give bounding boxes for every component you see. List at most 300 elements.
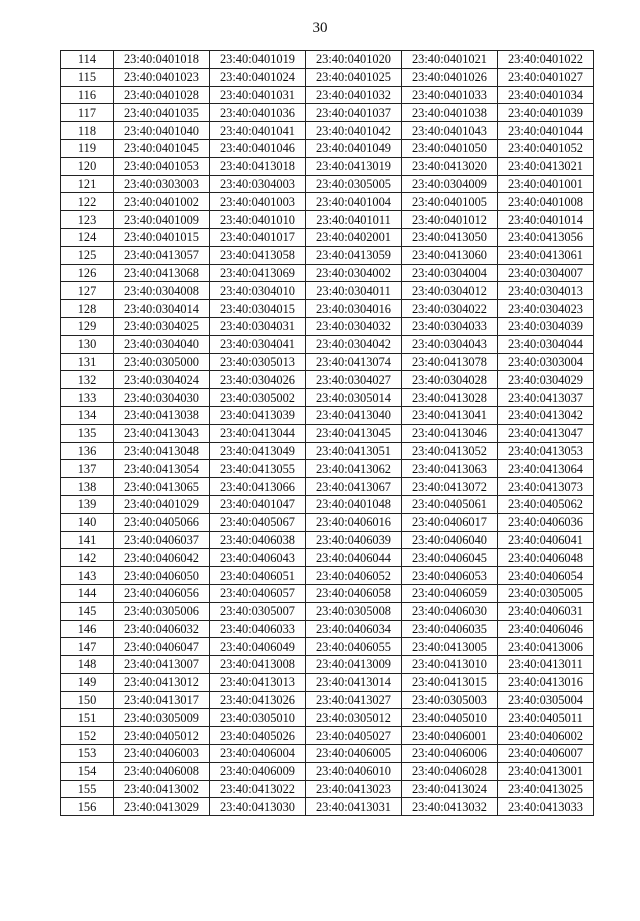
row-number-cell: 141 <box>61 531 114 549</box>
cadastral-code-cell: 23:40:0406006 <box>402 745 498 763</box>
cadastral-code-cell: 23:40:0401023 <box>114 68 210 86</box>
cadastral-code-cell: 23:40:0304024 <box>114 371 210 389</box>
table-row <box>61 762 594 780</box>
cadastral-code-cell: 23:40:0413017 <box>114 691 210 709</box>
table-row <box>61 442 594 460</box>
cadastral-code-cell: 23:40:0413067 <box>306 478 402 496</box>
cadastral-code-cell: 23:40:0401020 <box>306 51 402 69</box>
cadastral-code-cell: 23:40:0401053 <box>114 157 210 175</box>
table-row <box>61 193 594 211</box>
cadastral-code-cell: 23:40:0406017 <box>402 513 498 531</box>
cadastral-code-cell: 23:40:0413026 <box>210 691 306 709</box>
cadastral-code-cell: 23:40:0406057 <box>210 584 306 602</box>
row-number-cell: 154 <box>61 762 114 780</box>
table-row <box>61 353 594 371</box>
cadastral-code-cell: 23:40:0413060 <box>402 246 498 264</box>
cadastral-code-cell: 23:40:0406036 <box>498 513 594 531</box>
table-row <box>61 122 594 140</box>
row-number-cell: 152 <box>61 727 114 745</box>
cadastral-code-cell: 23:40:0406054 <box>498 567 594 585</box>
cadastral-code-cell: 23:40:0405061 <box>402 495 498 513</box>
cadastral-code-cell: 23:40:0413078 <box>402 353 498 371</box>
cadastral-code-cell: 23:40:0304025 <box>114 317 210 335</box>
row-number-cell: 131 <box>61 353 114 371</box>
cadastral-code-cell: 23:40:0401012 <box>402 211 498 229</box>
cadastral-code-cell: 23:40:0304028 <box>402 371 498 389</box>
row-number-cell: 133 <box>61 389 114 407</box>
row-number-cell: 126 <box>61 264 114 282</box>
cadastral-code-cell: 23:40:0413051 <box>306 442 402 460</box>
cadastral-code-cell: 23:40:0413018 <box>210 157 306 175</box>
cadastral-code-cell: 23:40:0305002 <box>210 389 306 407</box>
cadastral-code-cell: 23:40:0406004 <box>210 745 306 763</box>
table-row <box>61 211 594 229</box>
row-number-cell: 123 <box>61 211 114 229</box>
cadastral-code-cell: 23:40:0401038 <box>402 104 498 122</box>
cadastral-code-cell: 23:40:0413019 <box>306 157 402 175</box>
cadastral-code-cell: 23:40:0401009 <box>114 211 210 229</box>
cadastral-code-cell: 23:40:0413010 <box>402 656 498 674</box>
cadastral-code-cell: 23:40:0413040 <box>306 406 402 424</box>
cadastral-code-cell: 23:40:0401021 <box>402 51 498 69</box>
cadastral-code-cell: 23:40:0401040 <box>114 122 210 140</box>
cadastral-code-cell: 23:40:0305012 <box>306 709 402 727</box>
row-number-cell: 147 <box>61 638 114 656</box>
cadastral-code-cell: 23:40:0413025 <box>498 780 594 798</box>
table-row <box>61 335 594 353</box>
cadastral-code-cell: 23:40:0413013 <box>210 673 306 691</box>
cadastral-code-cell: 23:40:0401049 <box>306 139 402 157</box>
row-number-cell: 134 <box>61 406 114 424</box>
cadastral-code-cell: 23:40:0304030 <box>114 389 210 407</box>
row-number-cell: 119 <box>61 139 114 157</box>
row-number-cell: 138 <box>61 478 114 496</box>
cadastral-code-cell: 23:40:0304023 <box>498 300 594 318</box>
table-row <box>61 478 594 496</box>
cadastral-code-cell: 23:40:0401004 <box>306 193 402 211</box>
cadastral-code-cell: 23:40:0401024 <box>210 68 306 86</box>
cadastral-code-cell: 23:40:0401050 <box>402 139 498 157</box>
cadastral-code-cell: 23:40:0304031 <box>210 317 306 335</box>
cadastral-code-cell: 23:40:0304044 <box>498 335 594 353</box>
cadastral-code-cell: 23:40:0413021 <box>498 157 594 175</box>
cadastral-code-cell: 23:40:0413054 <box>114 460 210 478</box>
cadastral-code-cell: 23:40:0305008 <box>306 602 402 620</box>
table-row <box>61 531 594 549</box>
cadastral-code-cell: 23:40:0304027 <box>306 371 402 389</box>
cadastral-code-cell: 23:40:0406030 <box>402 602 498 620</box>
table-row <box>61 567 594 585</box>
row-number-cell: 148 <box>61 656 114 674</box>
cadastral-code-cell: 23:40:0305014 <box>306 389 402 407</box>
cadastral-code-cell: 23:40:0303003 <box>114 175 210 193</box>
cadastral-code-cell: 23:40:0413029 <box>114 798 210 816</box>
cadastral-code-cell: 23:40:0401052 <box>498 139 594 157</box>
cadastral-code-cell: 23:40:0401043 <box>402 122 498 140</box>
cadastral-code-cell: 23:40:0406005 <box>306 745 402 763</box>
cadastral-code-cell: 23:40:0401005 <box>402 193 498 211</box>
row-number-cell: 139 <box>61 495 114 513</box>
cadastral-code-cell: 23:40:0405011 <box>498 709 594 727</box>
cadastral-code-cell: 23:40:0406034 <box>306 620 402 638</box>
table-row <box>61 68 594 86</box>
cadastral-code-cell: 23:40:0405062 <box>498 495 594 513</box>
cadastral-code-cell: 23:40:0406035 <box>402 620 498 638</box>
table-row <box>61 371 594 389</box>
cadastral-code-cell: 23:40:0406046 <box>498 620 594 638</box>
cadastral-code-cell: 23:40:0413061 <box>498 246 594 264</box>
cadastral-code-cell: 23:40:0303004 <box>498 353 594 371</box>
cadastral-code-cell: 23:40:0305006 <box>114 602 210 620</box>
table-row <box>61 282 594 300</box>
row-number-cell: 151 <box>61 709 114 727</box>
table-row <box>61 51 594 69</box>
cadastral-code-cell: 23:40:0401001 <box>498 175 594 193</box>
cadastral-code-cell: 23:40:0406041 <box>498 531 594 549</box>
table-row <box>61 228 594 246</box>
cadastral-code-cell: 23:40:0401046 <box>210 139 306 157</box>
cadastral-code-cell: 23:40:0413014 <box>306 673 402 691</box>
cadastral-code-cell: 23:40:0401018 <box>114 51 210 69</box>
cadastral-code-cell: 23:40:0401014 <box>498 211 594 229</box>
row-number-cell: 125 <box>61 246 114 264</box>
row-number-cell: 135 <box>61 424 114 442</box>
row-number-cell: 121 <box>61 175 114 193</box>
cadastral-code-cell: 23:40:0401039 <box>498 104 594 122</box>
cadastral-code-cell: 23:40:0401010 <box>210 211 306 229</box>
row-number-cell: 117 <box>61 104 114 122</box>
cadastral-code-cell: 23:40:0305013 <box>210 353 306 371</box>
cadastral-code-cell: 23:40:0401048 <box>306 495 402 513</box>
row-number-cell: 155 <box>61 780 114 798</box>
cadastral-code-cell: 23:40:0406003 <box>114 745 210 763</box>
row-number-cell: 114 <box>61 51 114 69</box>
cadastral-code-cell: 23:40:0401028 <box>114 86 210 104</box>
cadastral-code-cell: 23:40:0401044 <box>498 122 594 140</box>
row-number-cell: 149 <box>61 673 114 691</box>
cadastral-code-cell: 23:40:0413011 <box>498 656 594 674</box>
cadastral-code-cell: 23:40:0401047 <box>210 495 306 513</box>
cadastral-code-cell: 23:40:0413031 <box>306 798 402 816</box>
cadastral-code-cell: 23:40:0305005 <box>498 584 594 602</box>
cadastral-code-cell: 23:40:0413009 <box>306 656 402 674</box>
table-body <box>61 51 594 816</box>
cadastral-code-cell: 23:40:0406032 <box>114 620 210 638</box>
table-row <box>61 246 594 264</box>
cadastral-code-cell: 23:40:0413030 <box>210 798 306 816</box>
cadastral-code-cell: 23:40:0304042 <box>306 335 402 353</box>
cadastral-code-cell: 23:40:0413068 <box>114 264 210 282</box>
cadastral-code-cell: 23:40:0304040 <box>114 335 210 353</box>
row-number-cell: 130 <box>61 335 114 353</box>
cadastral-code-cell: 23:40:0406010 <box>306 762 402 780</box>
cadastral-code-cell: 23:40:0406053 <box>402 567 498 585</box>
cadastral-code-cell: 23:40:0406059 <box>402 584 498 602</box>
cadastral-code-cell: 23:40:0406056 <box>114 584 210 602</box>
cadastral-code-cell: 23:40:0401025 <box>306 68 402 86</box>
cadastral-code-cell: 23:40:0406002 <box>498 727 594 745</box>
cadastral-code-cell: 23:40:0304002 <box>306 264 402 282</box>
cadastral-code-cell: 23:40:0401042 <box>306 122 402 140</box>
cadastral-code-cell: 23:40:0401041 <box>210 122 306 140</box>
cadastral-code-cell: 23:40:0401008 <box>498 193 594 211</box>
cadastral-code-cell: 23:40:0413069 <box>210 264 306 282</box>
cadastral-code-cell: 23:40:0405066 <box>114 513 210 531</box>
table-row <box>61 104 594 122</box>
row-number-cell: 145 <box>61 602 114 620</box>
table-row <box>61 175 594 193</box>
row-number-cell: 136 <box>61 442 114 460</box>
cadastral-code-cell: 23:40:0413048 <box>114 442 210 460</box>
cadastral-code-cell: 23:40:0401035 <box>114 104 210 122</box>
cadastral-code-cell: 23:40:0413038 <box>114 406 210 424</box>
cadastral-code-cell: 23:40:0304016 <box>306 300 402 318</box>
cadastral-code-cell: 23:40:0405026 <box>210 727 306 745</box>
cadastral-code-cell: 23:40:0305009 <box>114 709 210 727</box>
table-row <box>61 745 594 763</box>
cadastral-code-cell: 23:40:0413006 <box>498 638 594 656</box>
cadastral-code-cell: 23:40:0406058 <box>306 584 402 602</box>
cadastral-code-cell: 23:40:0413008 <box>210 656 306 674</box>
row-number-cell: 120 <box>61 157 114 175</box>
cadastral-code-cell: 23:40:0304014 <box>114 300 210 318</box>
row-number-cell: 128 <box>61 300 114 318</box>
cadastral-code-cell: 23:40:0413032 <box>402 798 498 816</box>
cadastral-code-cell: 23:40:0413001 <box>498 762 594 780</box>
cadastral-code-cell: 23:40:0413053 <box>498 442 594 460</box>
cadastral-code-cell: 23:40:0413045 <box>306 424 402 442</box>
cadastral-code-cell: 23:40:0413072 <box>402 478 498 496</box>
cadastral-code-cell: 23:40:0401036 <box>210 104 306 122</box>
cadastral-code-cell: 23:40:0413020 <box>402 157 498 175</box>
cadastral-code-cell: 23:40:0401027 <box>498 68 594 86</box>
row-number-cell: 122 <box>61 193 114 211</box>
cadastral-code-cell: 23:40:0406039 <box>306 531 402 549</box>
cadastral-code-cell: 23:40:0406048 <box>498 549 594 567</box>
table-row <box>61 673 594 691</box>
cadastral-code-cell: 23:40:0406037 <box>114 531 210 549</box>
cadastral-code-cell: 23:40:0406049 <box>210 638 306 656</box>
table-row <box>61 300 594 318</box>
table-row <box>61 317 594 335</box>
cadastral-code-cell: 23:40:0401002 <box>114 193 210 211</box>
table-row <box>61 638 594 656</box>
cadastral-code-cell: 23:40:0406016 <box>306 513 402 531</box>
cadastral-code-cell: 23:40:0305000 <box>114 353 210 371</box>
cadastral-code-cell: 23:40:0406043 <box>210 549 306 567</box>
cadastral-code-cell: 23:40:0304007 <box>498 264 594 282</box>
cadastral-code-cell: 23:40:0413066 <box>210 478 306 496</box>
row-number-cell: 150 <box>61 691 114 709</box>
cadastral-code-cell: 23:40:0305007 <box>210 602 306 620</box>
cadastral-code-cell: 23:40:0305010 <box>210 709 306 727</box>
cadastral-code-cell: 23:40:0406038 <box>210 531 306 549</box>
row-number-cell: 156 <box>61 798 114 816</box>
row-number-cell: 137 <box>61 460 114 478</box>
cadastral-code-cell: 23:40:0401031 <box>210 86 306 104</box>
cadastral-code-cell: 23:40:0406033 <box>210 620 306 638</box>
cadastral-code-cell: 23:40:0401034 <box>498 86 594 104</box>
cadastral-code-cell: 23:40:0305003 <box>402 691 498 709</box>
cadastral-code-cell: 23:40:0406050 <box>114 567 210 585</box>
cadastral-code-cell: 23:40:0305004 <box>498 691 594 709</box>
cadastral-code-cell: 23:40:0413074 <box>306 353 402 371</box>
cadastral-code-cell: 23:40:0413042 <box>498 406 594 424</box>
cadastral-code-cell: 23:40:0401029 <box>114 495 210 513</box>
cadastral-code-cell: 23:40:0406028 <box>402 762 498 780</box>
cadastral-code-cell: 23:40:0406045 <box>402 549 498 567</box>
cadastral-code-cell: 23:40:0413049 <box>210 442 306 460</box>
cadastral-code-cell: 23:40:0401015 <box>114 228 210 246</box>
row-number-cell: 146 <box>61 620 114 638</box>
cadastral-code-cell: 23:40:0304011 <box>306 282 402 300</box>
cadastral-code-cell: 23:40:0401017 <box>210 228 306 246</box>
table-row <box>61 620 594 638</box>
cadastral-code-cell: 23:40:0413037 <box>498 389 594 407</box>
cadastral-code-cell: 23:40:0413005 <box>402 638 498 656</box>
table-row <box>61 584 594 602</box>
cadastral-code-cell: 23:40:0406051 <box>210 567 306 585</box>
cadastral-code-cell: 23:40:0401011 <box>306 211 402 229</box>
table-row <box>61 424 594 442</box>
table-row <box>61 157 594 175</box>
table-row <box>61 513 594 531</box>
cadastral-code-cell: 23:40:0402001 <box>306 228 402 246</box>
cadastral-code-cell: 23:40:0304012 <box>402 282 498 300</box>
table-row <box>61 389 594 407</box>
cadastral-code-cell: 23:40:0413058 <box>210 246 306 264</box>
cadastral-code-cell: 23:40:0405012 <box>114 727 210 745</box>
row-number-cell: 153 <box>61 745 114 763</box>
table-row <box>61 460 594 478</box>
cadastral-code-cell: 23:40:0413027 <box>306 691 402 709</box>
cadastral-code-cell: 23:40:0405067 <box>210 513 306 531</box>
cadastral-code-cell: 23:40:0304022 <box>402 300 498 318</box>
cadastral-code-cell: 23:40:0406052 <box>306 567 402 585</box>
cadastral-code-cell: 23:40:0413023 <box>306 780 402 798</box>
cadastral-code-cell: 23:40:0401003 <box>210 193 306 211</box>
cadastral-code-cell: 23:40:0304043 <box>402 335 498 353</box>
cadastral-code-cell: 23:40:0413063 <box>402 460 498 478</box>
table-row <box>61 264 594 282</box>
cadastral-code-cell: 23:40:0413046 <box>402 424 498 442</box>
cadastral-code-cell: 23:40:0413043 <box>114 424 210 442</box>
cadastral-code-cell: 23:40:0413002 <box>114 780 210 798</box>
cadastral-code-cell: 23:40:0413047 <box>498 424 594 442</box>
cadastral-code-cell: 23:40:0413062 <box>306 460 402 478</box>
table-row <box>61 549 594 567</box>
cadastral-code-cell: 23:40:0406001 <box>402 727 498 745</box>
cadastral-code-cell: 23:40:0413007 <box>114 656 210 674</box>
table-row <box>61 656 594 674</box>
cadastral-code-cell: 23:40:0406040 <box>402 531 498 549</box>
cadastral-code-cell: 23:40:0413028 <box>402 389 498 407</box>
table-row <box>61 406 594 424</box>
table-row <box>61 780 594 798</box>
cadastral-code-cell: 23:40:0406007 <box>498 745 594 763</box>
cadastral-code-cell: 23:40:0401019 <box>210 51 306 69</box>
cadastral-code-cell: 23:40:0304009 <box>402 175 498 193</box>
cadastral-code-cell: 23:40:0413015 <box>402 673 498 691</box>
cadastral-code-cell: 23:40:0405010 <box>402 709 498 727</box>
cadastral-code-cell: 23:40:0304015 <box>210 300 306 318</box>
cadastral-code-cell: 23:40:0406055 <box>306 638 402 656</box>
row-number-cell: 140 <box>61 513 114 531</box>
cadastral-code-cell: 23:40:0305005 <box>306 175 402 193</box>
cadastral-code-cell: 23:40:0413044 <box>210 424 306 442</box>
cadastral-code-cell: 23:40:0413050 <box>402 228 498 246</box>
cadastral-code-cell: 23:40:0401045 <box>114 139 210 157</box>
cadastral-code-cell: 23:40:0304004 <box>402 264 498 282</box>
row-number-cell: 127 <box>61 282 114 300</box>
cadastral-code-cell: 23:40:0406009 <box>210 762 306 780</box>
cadastral-code-cell: 23:40:0406042 <box>114 549 210 567</box>
cadastral-code-cell: 23:40:0304032 <box>306 317 402 335</box>
cadastral-code-cell: 23:40:0413022 <box>210 780 306 798</box>
row-number-cell: 118 <box>61 122 114 140</box>
cadastral-code-cell: 23:40:0406047 <box>114 638 210 656</box>
cadastral-code-cell: 23:40:0304029 <box>498 371 594 389</box>
row-number-cell: 144 <box>61 584 114 602</box>
cadastral-code-cell: 23:40:0401032 <box>306 86 402 104</box>
cadastral-code-cell: 23:40:0304003 <box>210 175 306 193</box>
cadastral-code-cell: 23:40:0401022 <box>498 51 594 69</box>
row-number-cell: 143 <box>61 567 114 585</box>
cadastral-code-cell: 23:40:0405027 <box>306 727 402 745</box>
cadastral-code-cell: 23:40:0304039 <box>498 317 594 335</box>
cadastral-code-cell: 23:40:0413059 <box>306 246 402 264</box>
table-row <box>61 727 594 745</box>
cadastral-code-cell: 23:40:0304008 <box>114 282 210 300</box>
cadastral-code-cell: 23:40:0413057 <box>114 246 210 264</box>
row-number-cell: 116 <box>61 86 114 104</box>
cadastral-code-cell: 23:40:0413073 <box>498 478 594 496</box>
cadastral-code-cell: 23:40:0406044 <box>306 549 402 567</box>
cadastral-code-cell: 23:40:0304026 <box>210 371 306 389</box>
cadastral-code-cell: 23:40:0304010 <box>210 282 306 300</box>
row-number-cell: 124 <box>61 228 114 246</box>
table-row <box>61 139 594 157</box>
table-row <box>61 602 594 620</box>
cadastral-code-cell: 23:40:0304013 <box>498 282 594 300</box>
cadastral-code-cell: 23:40:0304033 <box>402 317 498 335</box>
cadastral-code-cell: 23:40:0413056 <box>498 228 594 246</box>
cadastral-code-cell: 23:40:0413039 <box>210 406 306 424</box>
cadastral-code-cell: 23:40:0406008 <box>114 762 210 780</box>
cadastral-code-cell: 23:40:0413016 <box>498 673 594 691</box>
cadastral-code-cell: 23:40:0401026 <box>402 68 498 86</box>
row-number-cell: 132 <box>61 371 114 389</box>
cadastral-table <box>60 50 594 816</box>
table-row <box>61 86 594 104</box>
cadastral-code-cell: 23:40:0304041 <box>210 335 306 353</box>
cadastral-code-cell: 23:40:0413065 <box>114 478 210 496</box>
cadastral-code-cell: 23:40:0401033 <box>402 86 498 104</box>
cadastral-code-cell: 23:40:0413052 <box>402 442 498 460</box>
page-number: 30 <box>312 20 328 36</box>
cadastral-code-cell: 23:40:0413064 <box>498 460 594 478</box>
cadastral-code-cell: 23:40:0401037 <box>306 104 402 122</box>
row-number-cell: 142 <box>61 549 114 567</box>
table-row <box>61 798 594 816</box>
row-number-cell: 129 <box>61 317 114 335</box>
table-row <box>61 709 594 727</box>
cadastral-code-cell: 23:40:0406031 <box>498 602 594 620</box>
cadastral-code-cell: 23:40:0413055 <box>210 460 306 478</box>
cadastral-code-cell: 23:40:0413033 <box>498 798 594 816</box>
cadastral-code-cell: 23:40:0413041 <box>402 406 498 424</box>
table-row <box>61 691 594 709</box>
